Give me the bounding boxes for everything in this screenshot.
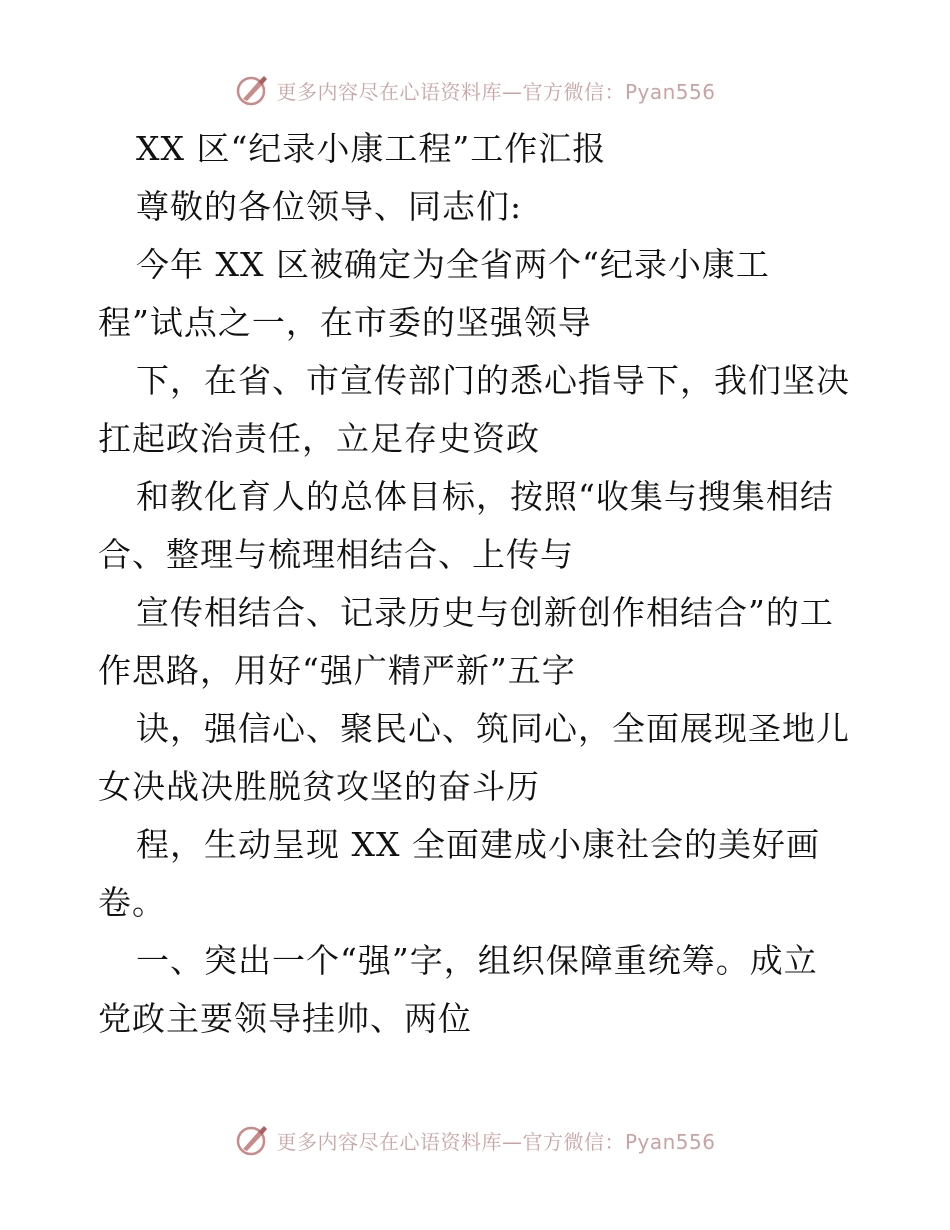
text-line: 程”试点之一，在市委的坚强领导 <box>98 303 592 342</box>
text-line: 和教化育人的总体目标，按照“收集与搜集相结 <box>136 477 834 516</box>
text-line: 宣传相结合、记录历史与创新创作相结合”的工 <box>136 593 834 632</box>
watermark-footer <box>0 1120 950 1160</box>
watermark-header <box>0 70 950 110</box>
text-line: 合、整理与梳理相结合、上传与 <box>98 535 574 574</box>
text-line: 作思路，用好“强广精严新”五字 <box>98 651 576 690</box>
text-line: 党政主要领导挂帅、两位 <box>98 999 472 1038</box>
document-body <box>98 120 858 1048</box>
text-line: 尊敬的各位领导、同志们: <box>136 187 523 226</box>
text-line: 程，生动呈现 XX 全面建成小康社会的美好画 <box>136 825 820 864</box>
text-line: XX 区“纪录小康工程”工作汇报 <box>136 129 607 168</box>
text-line: 扛起政治责任，立足存史资政 <box>98 419 540 458</box>
text-line: 下，在省、市宣传部门的悉心指导下，我们坚决 <box>136 361 850 400</box>
text-line: 诀，强信心、聚民心、筑同心，全面展现圣地儿 <box>136 709 850 748</box>
text-line: 女决战决胜脱贫攻坚的奋斗历 <box>98 767 540 806</box>
text-line: 卷。 <box>98 883 166 922</box>
pen-logo-icon <box>234 72 270 108</box>
text-line: 今年 XX 区被确定为全省两个“纪录小康工 <box>136 245 770 284</box>
watermark-text: 更多内容尽在心语资料库—官方微信：Pyan556 <box>276 79 716 104</box>
watermark-text: 更多内容尽在心语资料库—官方微信：Pyan556 <box>276 1129 716 1154</box>
pen-logo-icon <box>234 1122 270 1158</box>
text-line: 一、突出一个“强”字，组织保障重统筹。成立 <box>136 941 818 980</box>
